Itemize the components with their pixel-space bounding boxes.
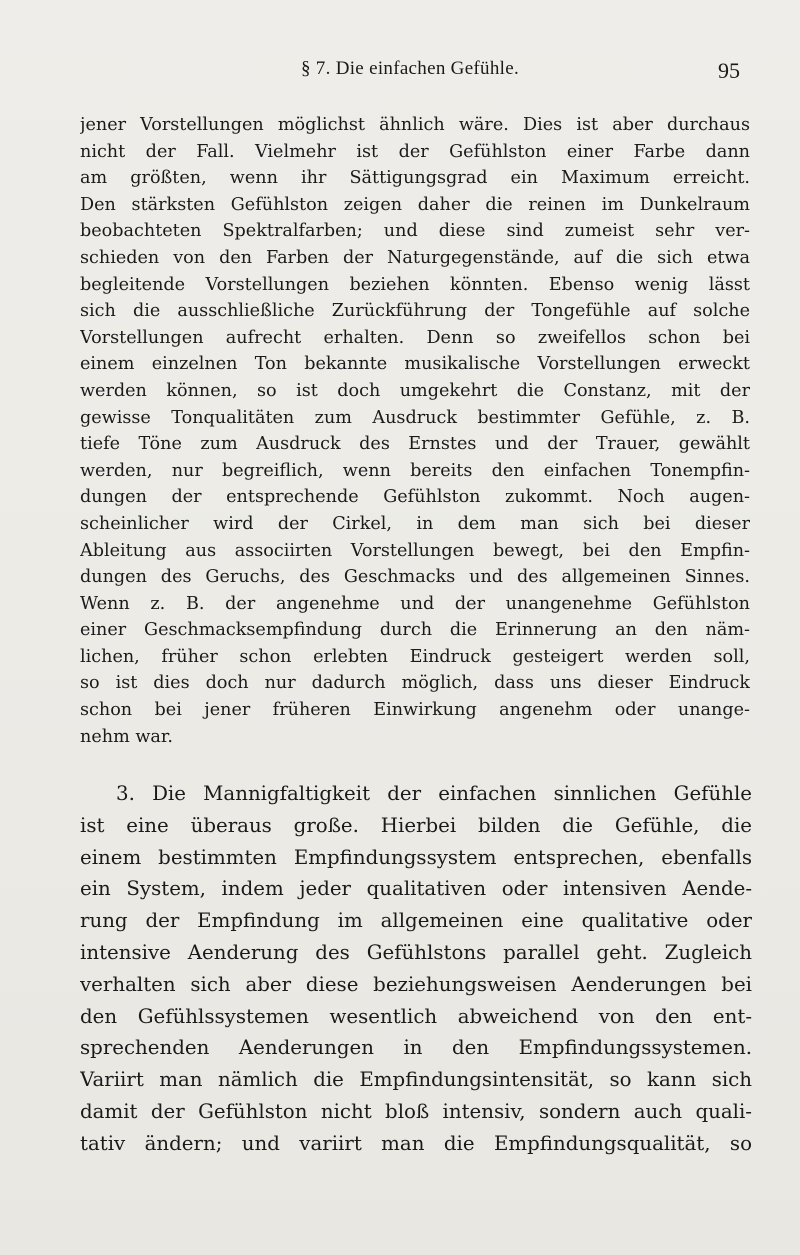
text-line: tiefe Töne zum Ausdruck des Ernstes und der Trauer, gewählt [80, 434, 750, 455]
text-line: lichen, früher schon erlebten Eindruck gesteigert werden soll, [80, 646, 750, 667]
text-line: ein System, indem jeder qualitativen oder intensiven Aende- [80, 877, 752, 901]
text-line: begleitende Vorstellungen beziehen könnten. Ebenso wenig lässt [80, 274, 750, 295]
running-head [80, 58, 740, 92]
text-line: am größten, wenn ihr Sättigungsgrad ein Maximum erreicht. [80, 168, 750, 189]
text-line: intensive Aenderung des Gefühlstons parallel geht. Zugleich [80, 940, 752, 964]
text-line: Vorstellungen aufrecht erhalten. Denn so zweifellos schon bei [80, 327, 750, 348]
text-line: verhalten sich aber diese beziehungsweisen Aenderungen bei [80, 972, 752, 996]
text-line: tativ ändern; und variirt man die Empfindungsqualität, so [80, 1131, 752, 1155]
text-line: Ableitung aus associirten Vorstellungen bewegt, bei den Empfin- [80, 540, 750, 561]
text-line: nicht der Fall. Vielmehr ist der Gefühlston einer Farbe dann [80, 141, 750, 162]
text-line: einem bestimmten Empfindungssystem entsprechen, ebenfalls [80, 845, 752, 869]
text-line: sprechenden Aenderungen in den Empfindungssystemen. [80, 1036, 752, 1060]
text-line: werden können, so ist doch umgekehrt die Constanz, mit der [80, 380, 750, 401]
text-line: dungen des Geruchs, des Geschmacks und des allgemeinen Sinnes. [80, 567, 750, 588]
text-line: ist eine überaus große. Hierbei bilden die Gefühle, die [80, 813, 752, 837]
text-line: werden, nur begreiflich, wenn bereits den einfachen Tonempfin- [80, 460, 750, 481]
text-line: nehm war. [80, 726, 173, 747]
text-line: so ist dies doch nur dadurch möglich, dass uns dieser Eindruck [80, 673, 750, 694]
text-line: einem einzelnen Ton bekannte musikalische Vorstellungen erweckt [80, 354, 750, 375]
text-line: damit der Gefühlston nicht bloß intensiv, sondern auch quali- [80, 1099, 752, 1123]
text-line: schieden von den Farben der Naturgegenstände, auf die sich etwa [80, 247, 750, 268]
text-line: Wenn z. B. der angenehme und der unangenehme Gefühlston [80, 593, 750, 614]
text-line: gewisse Tonqualitäten zum Ausdruck bestimmter Gefühle, z. B. [80, 407, 750, 428]
text-line: Variirt man nämlich die Empfindungsintensität, so kann sich [80, 1068, 752, 1092]
text-line: Den stärksten Gefühlston zeigen daher die reinen im Dunkelraum [80, 194, 750, 215]
text-line: jener Vorstellungen möglichst ähnlich wäre. Dies ist aber durchaus [80, 115, 750, 135]
text-line: den Gefühlssystemen wesentlich abweichend von den ent- [80, 1004, 752, 1028]
text-line: beobachteten Spektralfarben; und diese sind zumeist sehr ver- [80, 221, 750, 242]
continuation-paragraph [80, 112, 750, 750]
text-line: scheinlicher wird der Cirkel, in dem man sich bei dieser [80, 513, 750, 534]
text-line: einer Geschmacksempfindung durch die Erinnerung an den näm- [80, 620, 750, 641]
page-number: 95 [718, 58, 740, 83]
text-line: schon bei jener früheren Einwirkung angenehm oder unange- [80, 700, 750, 721]
text-line: rung der Empfindung im allgemeinen eine qualitative oder [80, 909, 752, 933]
section-3-paragraph [80, 778, 752, 1160]
text-line: dungen der entsprechende Gefühlston zukommt. Noch augen- [80, 487, 750, 508]
running-title: § 7. Die einfachen Gefühle. [300, 58, 520, 79]
text-line: 3. Die Mannigfaltigkeit der einfachen sinnlichen Gefühle [116, 782, 752, 805]
text-line: sich die ausschließliche Zurückführung der Tongefühle auf solche [80, 301, 750, 322]
